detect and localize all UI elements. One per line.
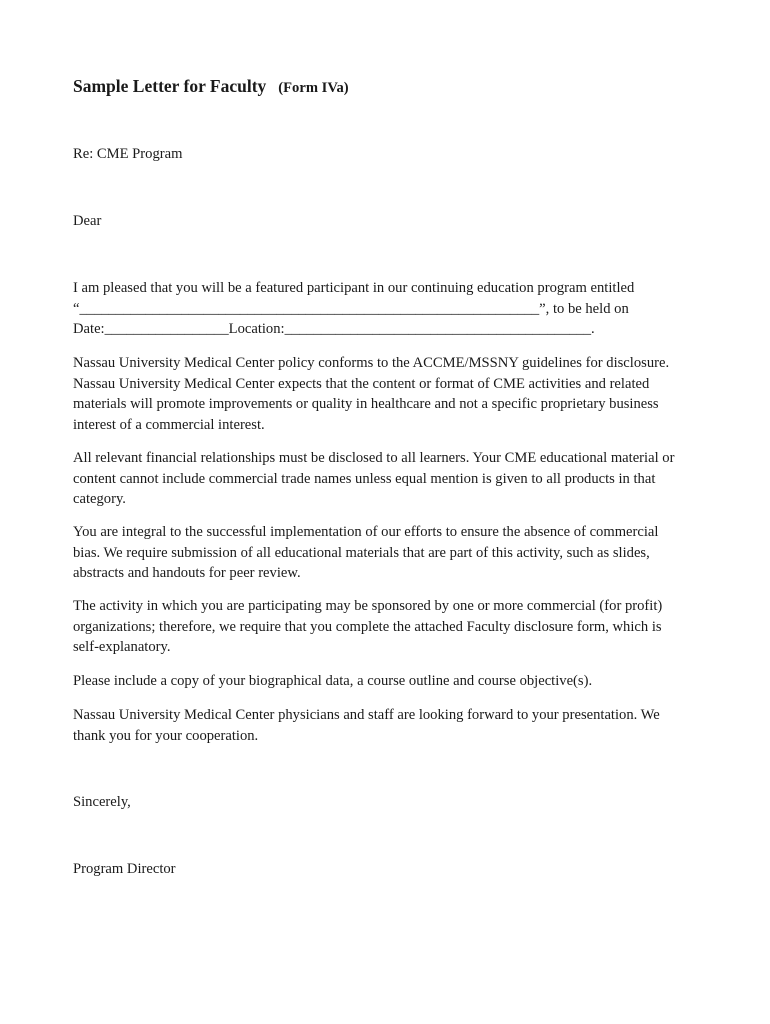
paragraph-line: The activity in which you are participating may be sponsored by one or more commercial (for profit) (73, 598, 663, 614)
paragraph-line: abstracts and handouts for peer review. (73, 565, 301, 582)
re-line: Re: CME Program (73, 146, 183, 162)
signature: Program Director (73, 861, 176, 877)
letter-title (73, 76, 349, 97)
paragraph-line: interest of a commercial interest. (73, 416, 265, 433)
paragraph-line: content cannot include commercial trade names unless equal mention is given to all products in that (73, 470, 656, 487)
intro-paragraph (73, 278, 709, 340)
paragraph-line: You are integral to the successful implementation of our efforts to ensure the absence of commercial (73, 524, 659, 540)
include-paragraph (73, 671, 709, 692)
thanks-paragraph (73, 705, 709, 746)
paragraph-line: organizations; therefore, we require that you complete the attached Faculty disclosure form, which is (73, 618, 662, 635)
closing: Sincerely, (73, 794, 131, 810)
paragraph-line: Please include a copy of your biographical data, a course outline and course objective(s). (73, 673, 593, 689)
sponsor-paragraph (73, 596, 709, 658)
policy-paragraph (73, 353, 709, 435)
paragraph-line: materials will promote improvements or quality in healthcare and not a specific proprietary business (73, 396, 659, 413)
paragraph-line: Nassau University Medical Center policy conforms to the ACCME/MSSNY guidelines for disclosure. (73, 355, 670, 371)
salutation: Dear (73, 213, 102, 229)
paragraph-line: category. (73, 491, 126, 508)
intro-title-blank-line: “_______________________________________________________________”, to be held on (73, 300, 629, 317)
integral-paragraph (73, 522, 709, 584)
paragraph-line: All relevant financial relationships must be disclosed to all learners. Your CME educational material or (73, 450, 675, 466)
paragraph-line: Nassau University Medical Center expects that the content or format of CME activities and related (73, 375, 650, 392)
paragraph-line: self-explanatory. (73, 639, 171, 656)
paragraph-line: thank you for your cooperation. (73, 727, 259, 744)
form-label: (Form IVa) (278, 80, 349, 96)
title-main: Sample Letter for Faculty (73, 76, 267, 96)
paragraph-line: bias. We require submission of all educational materials that are part of this activity, such as slides, (73, 544, 650, 561)
disclosure-paragraph (73, 448, 709, 510)
intro-date-location-line: Date:_________________Location:__________________________________________. (73, 321, 595, 338)
intro-line: I am pleased that you will be a featured participant in our continuing education program entitled (73, 280, 635, 296)
paragraph-line: Nassau University Medical Center physicians and staff are looking forward to your presentation. We (73, 707, 660, 723)
